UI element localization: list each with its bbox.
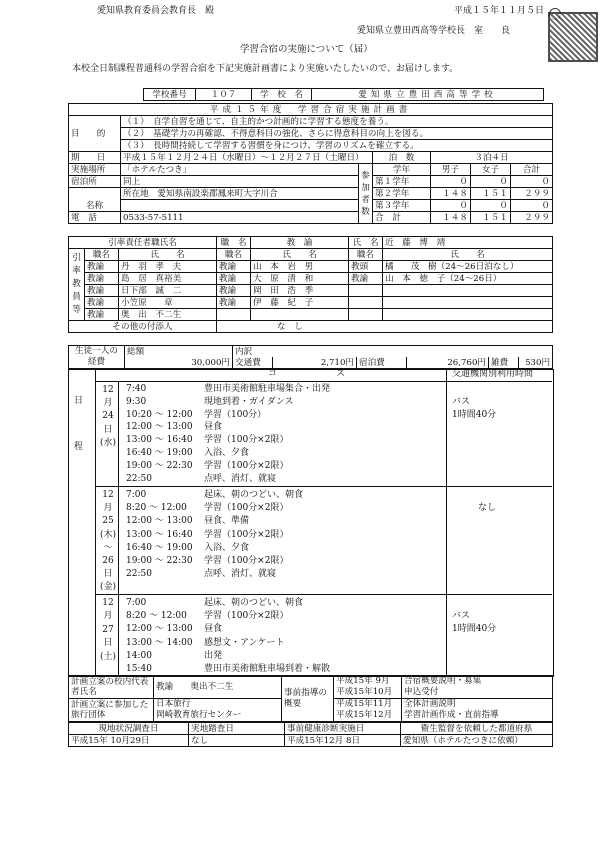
cost-table bbox=[68, 345, 553, 369]
sender: 愛知県立豊田西高等学校長 室 良 bbox=[357, 26, 511, 36]
day2-date: 12 月 25 (木) ～ 26 日 (金) bbox=[99, 490, 117, 593]
phone-value: 0533-57-5111 bbox=[121, 212, 359, 224]
lodging-cost-value: 26,760円 bbox=[407, 357, 489, 369]
plan-table: 平成１５年度 学習合宿実施計画書 目 的 （１） 自学自習を通じて、自主的かつ計画的に学習する態度を養う。 （２） 基礎学力の再確認、不得意科目の強化、さらに得意科目の向上を図る。 （３） 長時間持続して学習する習慣を身につけ、学習のリズムを確立する。 期 日 平成１５年１２月２４日（水曜日）～１２月２７日（土曜日） 泊 数 ３泊４日 実施場所 「ホテルたつき」 参 加 者 数 学年 男子 女子 合計 宿泊所 同上 第１学年 ０ ０ ０ 名称 所在地 愛知県南設楽郡鳳来町大字川合 第２学年 １４８ １５１ ２９９ 第３学年 ０ ０ ０ 電 話 0533-57-5111 合 計 １４８ １５１ ２９９ bbox=[68, 103, 553, 224]
day3-transport: バス 1時間40分 bbox=[452, 611, 497, 634]
period-label: 期 日 bbox=[69, 152, 121, 164]
health-office-value: 愛知県（ホテルたつきに依頼） bbox=[401, 735, 553, 747]
misc-value: 530円 bbox=[519, 357, 553, 369]
participants-header-total: 合計 bbox=[511, 164, 553, 176]
day1-transport: バス 1時間40分 bbox=[452, 397, 497, 420]
teacher-row: 教諭 日下部 誠 二 教諭 岡 田 浩 季 bbox=[69, 285, 553, 297]
agency-label: 計画立案に参加した旅行団体 bbox=[69, 699, 154, 722]
day2-transport: なし bbox=[478, 503, 497, 513]
lodging-value: 同上 bbox=[121, 176, 359, 188]
school-no: １０７ bbox=[196, 89, 252, 101]
day1-activities: 豊田市美術館駐車場集合・出発 現地到着・ガイダンス 学習（100分） 昼食 学習（100分×2限） 入浴、夕食 学習（100分×2限） 点呼、消灯、就寝 bbox=[204, 384, 331, 484]
cost-label: 生徒一人の経費 bbox=[69, 346, 125, 369]
participants-header-grade: 学年 bbox=[373, 164, 431, 176]
day2-times: 7:00 8:20 ～ 12:00 12:00 ～ 13:00 13:00 ～ 16:40 16:40 ～ 19:00 19:00 ～ 22:30 22:50 bbox=[126, 490, 193, 580]
rep-value: 教諭 奥出不二生 bbox=[154, 676, 282, 699]
day1-date: 12 月 24 日 (水) bbox=[99, 385, 117, 448]
day3-date: 12 月 27 日 (土) bbox=[99, 598, 117, 662]
footer-table: 計画立案の校内代表者氏名 教諭 奥出不二生 事前指導の概要 平成15年 9月 平成15年10月 合宿概要説明・募集 申込受付 計画立案に参加した旅行団体 日本旅行 岡崎教育旅行センター 平成15年11月 平成15年12月 全体計画説明 学習計画作成・直前指導 bbox=[68, 675, 553, 722]
survey-value: 平成15年 10月29日 bbox=[69, 735, 189, 747]
purpose-label: 目 的 bbox=[69, 116, 121, 152]
inspect-label: 実地踏査日 bbox=[189, 723, 285, 735]
transport-label: 交通費 bbox=[233, 357, 273, 369]
schedule-side-label: 日 bbox=[74, 396, 84, 406]
others-label: その他の付添人 bbox=[69, 321, 217, 333]
leader-name-label: 氏 名 bbox=[349, 237, 383, 249]
teacher-row: 教諭 小笠原 章 教諭 伊 藤 紀 子 bbox=[69, 297, 553, 309]
leader-job-label: 職 名 bbox=[217, 237, 251, 249]
intro-text: 本校全日制課程普通科の学習合宿を下記実施計画書により実施いたしたいので、お届けします。 bbox=[72, 64, 459, 74]
rep-label: 計画立案の校内代表者氏名 bbox=[69, 676, 154, 699]
period-value: 平成１５年１２月２４日（水曜日）～１２月２７日（土曜日） bbox=[121, 152, 373, 164]
purpose-item-1: （１） 自学自習を通じて、自主的かつ計画的に学習する態度を養う。 bbox=[121, 116, 553, 128]
teacher-row: 教諭 丹 羽 孝 夫 教諭 山 本 岩 男 教頭 橘 茂 樹（24～26日泊なし） bbox=[69, 261, 553, 273]
nights-label: 泊 数 bbox=[373, 152, 431, 164]
health-value: 平成15年12月 8日 bbox=[285, 735, 401, 747]
others-value: な し bbox=[217, 321, 553, 333]
guidance-label: 事前指導の概要 bbox=[282, 676, 334, 722]
school-name-label: 学 校 名 bbox=[252, 89, 312, 101]
transport-value: 2,710円 bbox=[273, 357, 357, 369]
name-label: 名称 bbox=[69, 188, 121, 212]
school-no-label: 学校番号 bbox=[144, 89, 196, 101]
phone-label: 電 話 bbox=[69, 212, 121, 224]
leader-label: 引率責任者職氏名 bbox=[69, 237, 217, 249]
place-label: 実施場所 bbox=[69, 164, 121, 176]
participants-header-female: 女子 bbox=[471, 164, 511, 176]
leader-job: 教 諭 bbox=[251, 237, 349, 249]
participants-total-row: 合 計 bbox=[373, 212, 431, 224]
official-seal-stamp bbox=[548, 12, 598, 62]
day3-times: 7:00 8:20 ～ 12:00 12:00 ～ 13:00 13:00 ～ 14:00 14:00 15:40 bbox=[126, 598, 193, 675]
course-label: コ ス bbox=[268, 369, 354, 379]
teacher-row: 教諭 島 居 真裕美 教諭 大 原 清 和 教諭 山 本 徳 子（24～26日） bbox=[69, 273, 553, 285]
teachers-table: 引率責任者職氏名 職 名 教 諭 氏 名 近 藤 博 靖 引 率 教 員 等 職名 氏 名 職名 氏 名 職名 氏 名 教諭 丹 羽 孝 夫 教諭 山 本 岩 男 教頭 橘 茂 樹（24～26日泊なし） 教諭 島 居 真裕美 教諭 大 原 清 和 教諭 山 本 徳 子（24～26日） 教諭 日下部 誠 二 教諭 岡 田 浩 季 教諭 小笠原 章 教諭 伊 藤 紀 子 教諭 奥 出 不二生 その他の付添人 な し bbox=[68, 236, 553, 333]
day1-times: 7:40 9:30 10:20 ～ 12:00 12:00 ～ 13:00 13:00 ～ 16:40 16:40 ～ 19:00 19:00 ～ 22:30 22:50 bbox=[126, 384, 193, 484]
place-value: 「ホテルたつき」 bbox=[121, 164, 359, 176]
participants-row: 第３学年 bbox=[373, 200, 431, 212]
lodging-label: 宿泊所 bbox=[69, 176, 121, 188]
footer-dates-table bbox=[68, 722, 553, 747]
teacher-row: 教諭 奥 出 不二生 bbox=[69, 309, 553, 321]
submission-date: 平成１５年１１月５日 bbox=[454, 6, 545, 16]
day3-activities: 起床、朝のつどい、朝食 学習（100分×2限） 昼食 感想文・アンケート 出発 豊田市美術館駐車場到着・解散 bbox=[204, 598, 331, 675]
recipient: 愛知県教育委員会教育長 殿 bbox=[97, 6, 215, 16]
health-label: 事前健康診断実施日 bbox=[285, 723, 401, 735]
survey-label: 現地状況調査日 bbox=[69, 723, 189, 735]
transport-time-label: 交通機関別利用時間 bbox=[452, 369, 534, 379]
teachers-side-label: 引 率 教 員 等 bbox=[69, 249, 85, 321]
breakdown-label: 内訳 bbox=[233, 346, 553, 358]
total-value: 30,000円 bbox=[125, 357, 233, 369]
school-name: 愛知県立豊田西高等学校 bbox=[312, 89, 544, 101]
school-number-table bbox=[143, 88, 544, 101]
participants-header-male: 男子 bbox=[431, 164, 471, 176]
leader-name: 近 藤 博 靖 bbox=[383, 237, 553, 249]
nights-value: ３泊４日 bbox=[431, 152, 553, 164]
participants-row: 第１学年 bbox=[373, 176, 431, 188]
purpose-item-3: （３） 長時間持続して学習する習慣を身につけ、学習のリズムを確立する。 bbox=[121, 140, 553, 152]
participants-side-label: 参 加 者 数 bbox=[359, 164, 373, 224]
health-office-label: 衛生監督を依頼した都道府県 bbox=[401, 723, 553, 735]
document-title: 学習合宿の実施について（届） bbox=[240, 44, 373, 55]
total-label: 総額 bbox=[125, 346, 233, 358]
participants-row: 第２学年 bbox=[373, 188, 431, 200]
inspect-value: なし bbox=[189, 735, 285, 747]
agency-value: 日本旅行 岡崎教育旅行センター bbox=[154, 699, 282, 722]
misc-label: 雑費 bbox=[489, 357, 519, 369]
plan-title: 平成１５年度 学習合宿実施計画書 bbox=[69, 104, 553, 116]
day2-activities: 起床、朝のつどい、朝食 学習（100分×2限） 昼食、準備 学習（100分×2限） 入浴、夕食 学習（100分×2限） 点呼、消灯、就寝 bbox=[204, 490, 304, 580]
purpose-item-2: （２） 基礎学力の再確認、不得意科目の強化、さらに得意科目の向上を図る。 bbox=[121, 128, 553, 140]
address: 所在地 愛知県南設楽郡鳳来町大字川合 bbox=[121, 188, 359, 200]
lodging-cost-label: 宿泊費 bbox=[357, 357, 407, 369]
